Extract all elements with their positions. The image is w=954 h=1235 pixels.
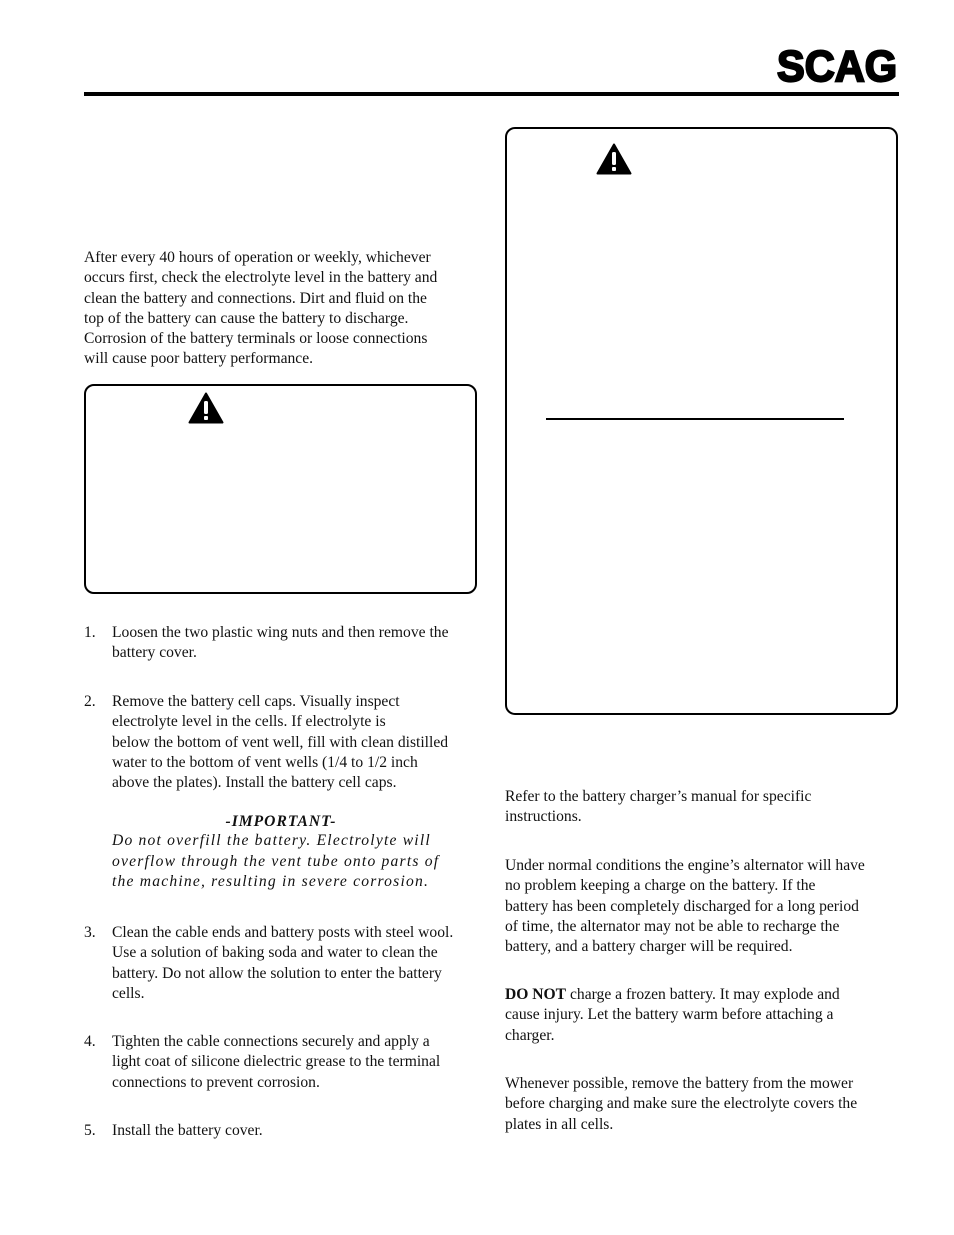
step-1 xyxy=(84,623,484,665)
important-title: -IMPORTANT- xyxy=(225,813,337,830)
step-line: cells. xyxy=(112,984,145,1002)
intro-line: clean the battery and connections. Dirt and fluid on the xyxy=(84,289,427,307)
step-number: 2. xyxy=(84,693,96,710)
step-line: electrolyte level in the cells. If electrolyte is xyxy=(112,713,386,731)
step-line: below the bottom of vent well, fill with clean distilled xyxy=(112,733,449,751)
step-line: Install the battery cover. xyxy=(112,1122,263,1139)
step-line: Loosen the two plastic wing nuts and then remove the xyxy=(112,624,449,641)
step-line: battery. Do not allow the solution to enter the battery xyxy=(112,964,442,982)
important-line: Do not overfill the battery. Electrolyte will xyxy=(112,832,431,849)
intro-paragraph xyxy=(84,248,484,370)
step-line: Use a solution of baking soda and water to clean the xyxy=(112,944,438,962)
warning-box-right xyxy=(505,127,898,715)
warning-triangle-icon xyxy=(188,392,224,424)
intro-line: Corrosion of the battery terminals or loose connections xyxy=(84,330,428,348)
step-2 xyxy=(84,692,484,796)
refer-line: instructions. xyxy=(505,808,582,826)
do-not-emphasis: DO NOT xyxy=(505,986,567,1003)
step-line: battery cover. xyxy=(112,644,197,662)
frozen-battery-paragraph xyxy=(505,985,905,1046)
step-number: 4. xyxy=(84,1033,96,1050)
refer-paragraph xyxy=(505,787,905,828)
normal-line: battery has been completely discharged for a long period xyxy=(505,897,859,915)
whenever-paragraph xyxy=(505,1074,905,1135)
step-line: light coat of silicone dielectric grease to the terminal xyxy=(112,1053,441,1071)
step-number: 1. xyxy=(84,624,96,641)
intro-line: After every 40 hours of operation or weekly, whichever xyxy=(84,249,431,266)
frozen-line: cause injury. Let the battery warm before attaching a xyxy=(505,1006,834,1024)
whenever-line: Whenever possible, remove the battery from the mower xyxy=(505,1075,854,1092)
frozen-line: charger. xyxy=(505,1026,555,1044)
important-line: overflow through the vent tube onto parts of xyxy=(112,852,440,870)
normal-conditions-paragraph xyxy=(505,856,905,957)
normal-line: no problem keeping a charge on the battery. If the xyxy=(505,877,816,895)
scag-logo xyxy=(776,44,898,86)
step-line: connections to prevent corrosion. xyxy=(112,1073,320,1091)
normal-line: of time, the alternator may not be able to recharge the xyxy=(505,917,840,935)
step-4 xyxy=(84,1032,484,1094)
step-number: 3. xyxy=(84,924,96,941)
important-line: the machine, resulting in severe corrosion. xyxy=(112,873,430,890)
frozen-text: charge a frozen battery. It may explode and xyxy=(566,986,840,1003)
step-line: Remove the battery cell caps. Visually inspect xyxy=(112,693,400,710)
step-line: above the plates). Install the battery cell caps. xyxy=(112,774,397,792)
intro-line: top of the battery can cause the battery to discharge. xyxy=(84,309,409,327)
step-line: Tighten the cable connections securely and apply a xyxy=(112,1033,430,1050)
whenever-line: before charging and make sure the electrolyte covers the xyxy=(505,1095,858,1113)
refer-line: Refer to the battery charger’s manual for specific xyxy=(505,788,812,805)
step-line: water to the bottom of vent wells (1/4 to 1/2 inch xyxy=(112,753,418,771)
step-5 xyxy=(84,1121,484,1143)
normal-line: battery, and a battery charger will be required. xyxy=(505,938,793,956)
intro-line: will cause poor battery performance. xyxy=(84,350,314,368)
header-rule xyxy=(84,92,899,96)
warning-triangle-icon xyxy=(596,143,632,175)
step-3 xyxy=(84,923,484,1007)
step-number: 5. xyxy=(84,1122,96,1139)
logo-text: SCAG xyxy=(777,44,897,86)
warning-divider xyxy=(546,418,844,420)
important-note xyxy=(112,813,450,893)
step-line: Clean the cable ends and battery posts with steel wool. xyxy=(112,924,454,941)
normal-line: Under normal conditions the engine’s alternator will have xyxy=(505,857,865,874)
frozen-line-first xyxy=(505,985,905,1005)
intro-line: occurs first, check the electrolyte level in the battery and xyxy=(84,269,438,287)
whenever-line: plates in all cells. xyxy=(505,1115,614,1133)
warning-box-left xyxy=(84,384,477,594)
